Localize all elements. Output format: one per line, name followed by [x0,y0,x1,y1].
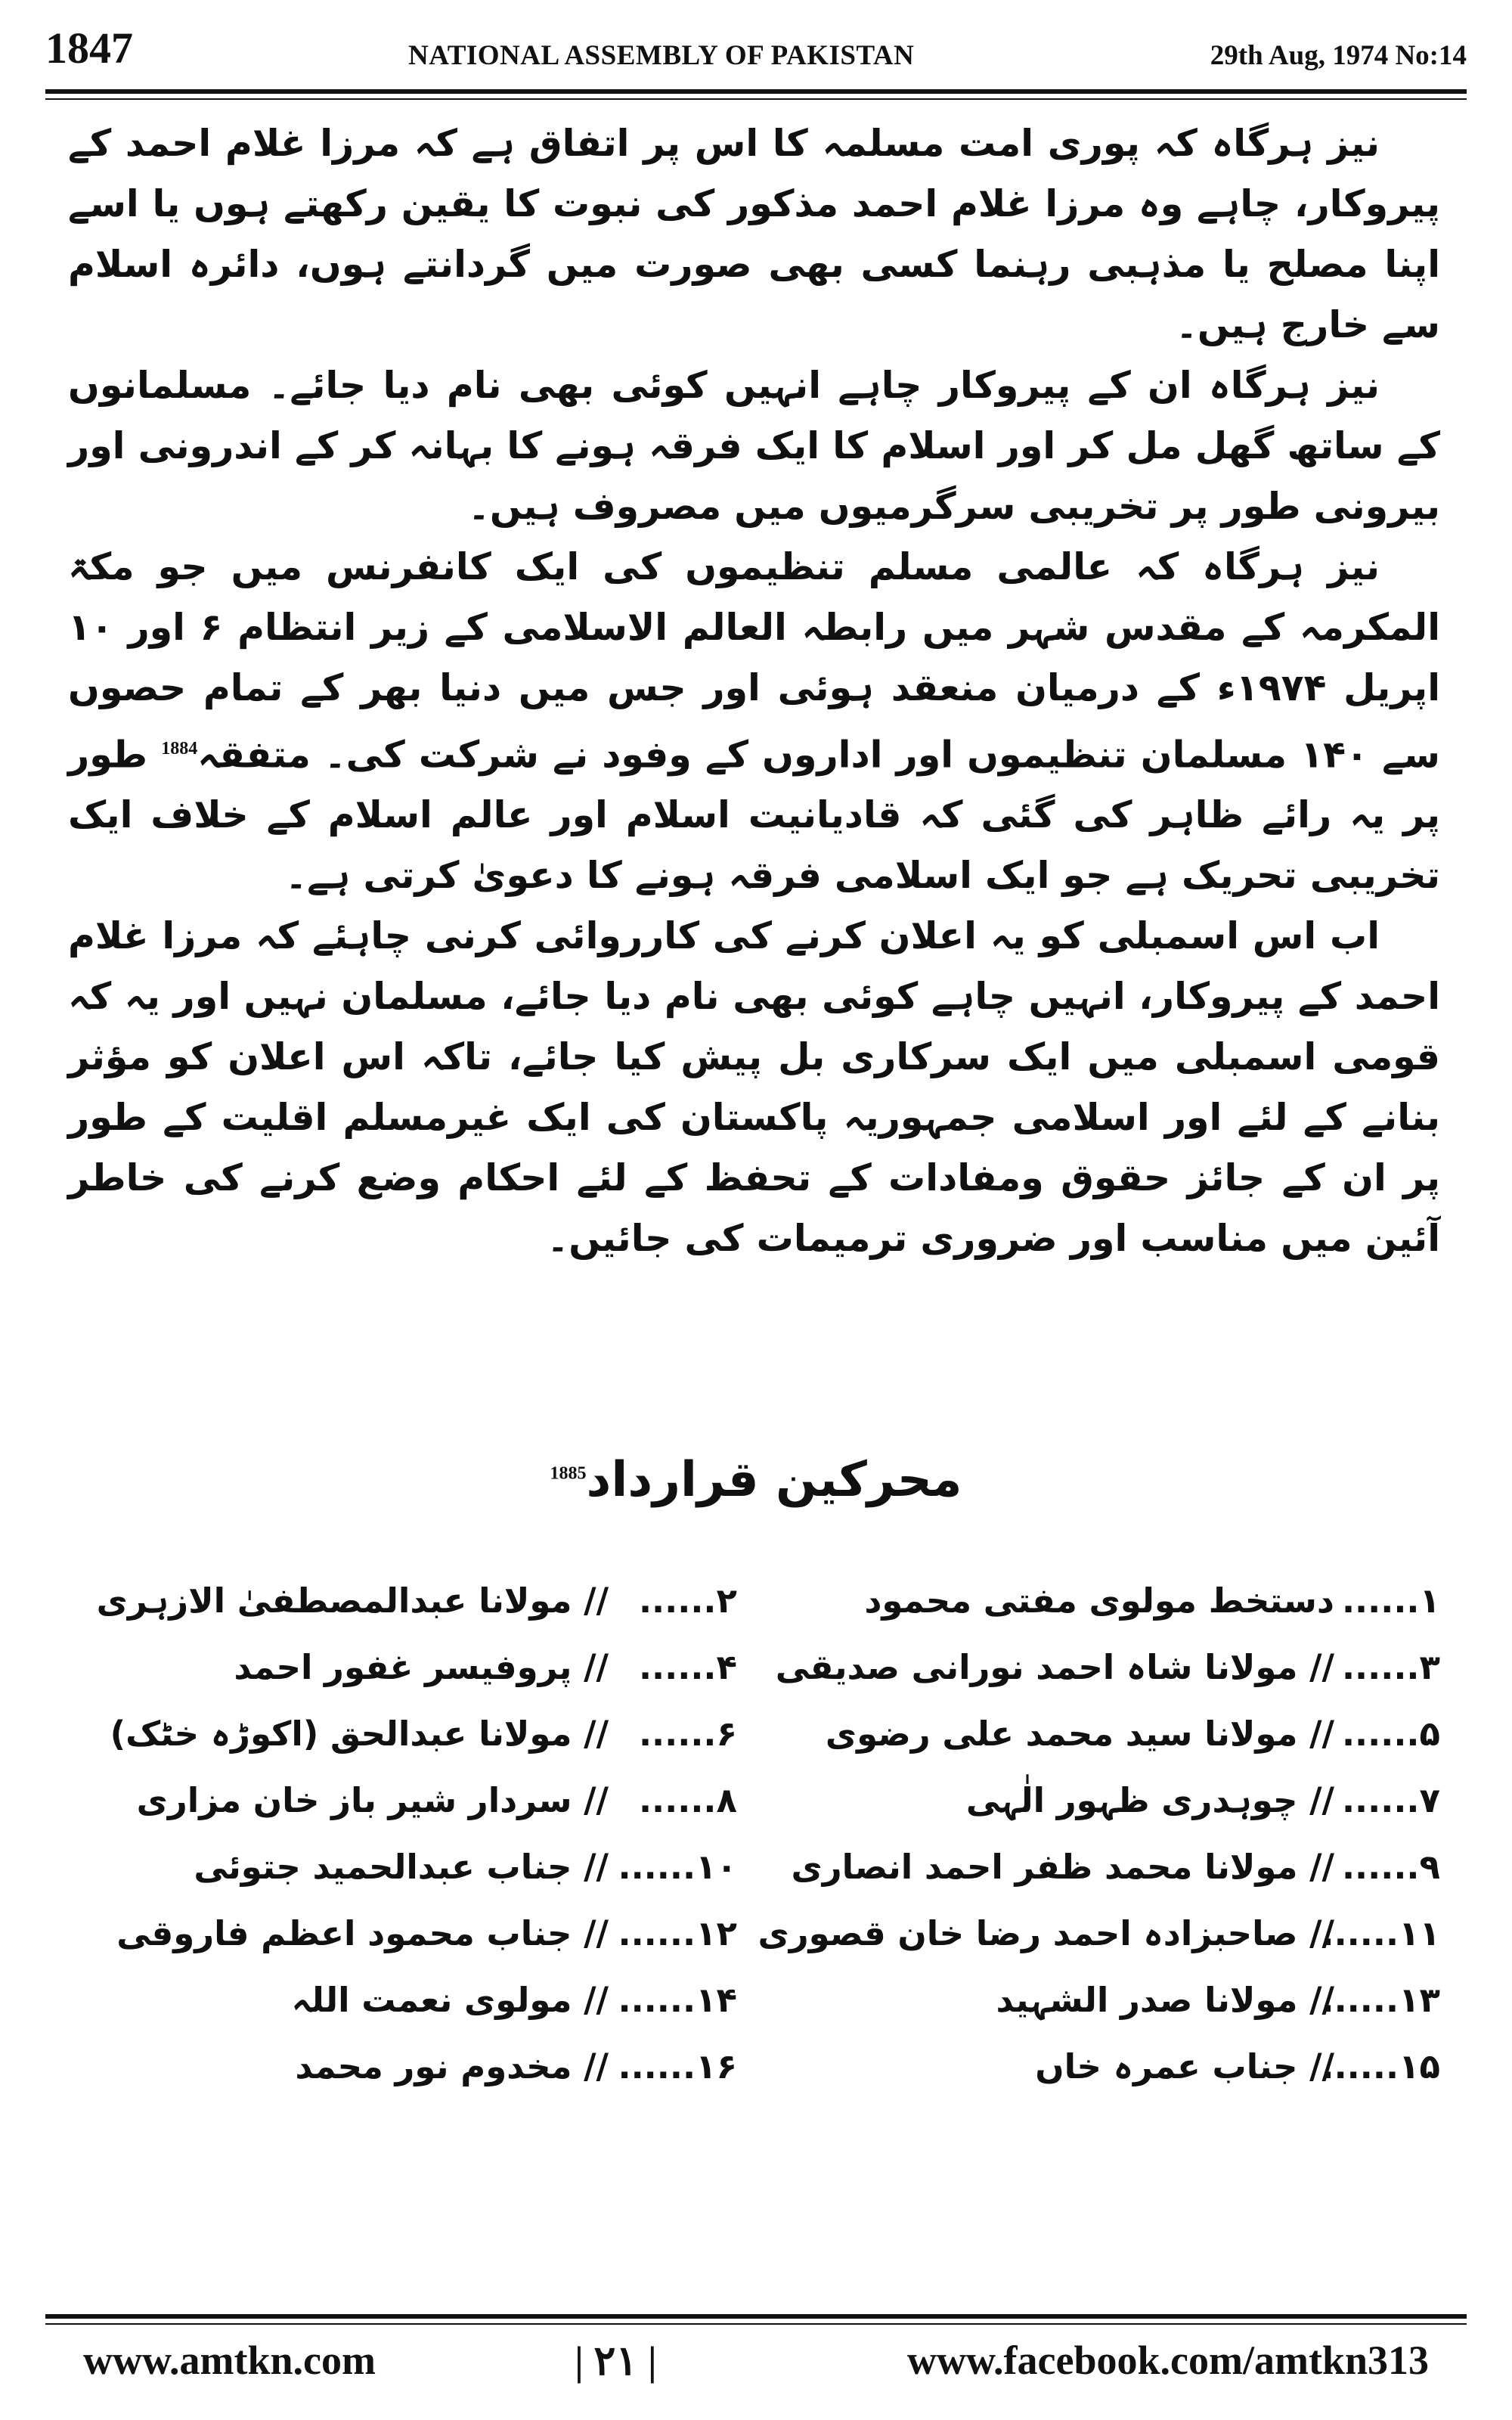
footer-website-link[interactable]: www.amtkn.com [83,2338,376,2383]
footer-page-number: | ۲۱ | [575,2338,657,2384]
signatory-name: // چوہدری ظہور الٰہی [965,1780,1334,1820]
signatory-row [60,1581,1440,1647]
page-footer [45,2337,1467,2397]
signatory-number: ۱۲...... [618,1913,737,1953]
signatory-number: ۱۶...... [618,2046,737,2086]
signatory-row [60,1980,1440,2046]
signatory-row [60,1714,1440,1780]
signatory-name: // مولوی نعمت اللہ [291,1980,609,2020]
signatory-name: // سردار شیر باز خان مزاری [136,1780,609,1820]
header-rule [45,89,1467,94]
signatory-name: // مولانا سید محمد علی رضوی [825,1714,1334,1754]
signatory-row [60,1913,1440,1980]
resolution-body [68,113,1440,1269]
signatory-name: // مولانا محمد ظفر احمد انصاری [791,1847,1334,1887]
signatory-number: ۲...... [638,1581,737,1621]
header-rule-thin [45,98,1467,100]
signatory-name: // پروفیسر غفور احمد [234,1647,609,1687]
signatory-row [60,1780,1440,1847]
signatory-name: // مولانا صدر الشہید [996,1980,1334,2020]
signatory-name: // مولانا شاہ احمد نورانی صدیقی [775,1647,1334,1687]
paragraph-2: نیز ہرگاہ ان کے پیروکار چاہے انہیں کوئی بھی نام دیا جائے۔ مسلمانوں کے ساتھ گھل مل کر اور اسلام کا ایک فرقہ ہونے کا بہانہ کر کے اندرونی اور بیرونی طور پر تخریبی سرگرمیوں میں مصروف ہیں۔ [68,364,1440,528]
page-header [45,23,1467,91]
signatory-name: // مخدوم نور محمد [295,2046,609,2086]
signatory-number: ۱۴...... [618,1980,737,2020]
section-heading [0,1452,1512,1508]
signatory-row [60,1647,1440,1714]
signatory-row [60,1847,1440,1913]
header-title: NATIONAL ASSEMBLY OF PAKISTAN [408,40,915,71]
paragraph-3 [68,537,1440,906]
signatory-number: ۳...... [1341,1647,1440,1687]
footer-rule-thin [45,2323,1467,2325]
footer-rule [45,2314,1467,2319]
paragraph-3-continued: طور پر یہ رائے ظاہر کی گئی کہ قادیانیت اسلام اور عالم اسلام کے خلاف ایک تخریبی تحریک ہے جو ایک اسلامی فرقہ ہونے کا دعویٰ کرتی ہے۔ [68,733,1440,898]
signatory-number: ۶...... [638,1714,737,1754]
signatory-name: // جناب عبدالحمید جتوئی [194,1847,609,1887]
signatory-number: ۵...... [1341,1714,1440,1754]
signatory-number: ۹...... [1341,1847,1440,1887]
footnote-marker-1884: 1884 [161,739,198,759]
signatory-name: // جناب عمرہ خاں [1035,2046,1334,2086]
signatory-name: // صاحبزادہ احمد رضا خان قصوری [758,1913,1334,1953]
signatories-list [60,1581,1440,2113]
signatory-row [60,2046,1440,2113]
signatory-number: ۱۵...... [1321,2046,1440,2086]
signatory-name: // جناب محمود اعظم فاروقی [116,1913,609,1953]
signatory-name: // مولانا عبدالمصطفیٰ الازہری [96,1581,609,1621]
signatory-number: ۷...... [1341,1780,1440,1820]
signatory-number: ۸...... [638,1780,737,1820]
paragraph-3-text: نیز ہرگاہ کہ عالمی مسلم تنظیموں کی ایک کانفرنس میں جو مکۃ المکرمہ کے مقدس شہر میں رابطہ العالم الاسلامی کے زیر انتظام ۶ اور ۱۰ اپریل ۱۹۷۴ء کے درمیان منعقد ہوئی اور جس میں دنیا بھر کے تمام حصوں سے ۱۴۰ مسلمان تنظیموں اور اداروں کے وفود نے شرکت کی۔ متفقہ [68,545,1440,777]
footnote-marker-1885: 1885 [550,1463,587,1484]
header-date: 29th Aug, 1974 No:14 [1210,40,1467,71]
heading-text: محرکین قرارداد [586,1452,962,1508]
signatory-number: ۱۳...... [1321,1980,1440,2020]
signatory-name: دستخط مولوی مفتی محمود [864,1581,1334,1621]
signatory-name: // مولانا عبدالحق (اکوڑہ خٹک) [110,1714,609,1754]
signatory-number: ۱۰...... [618,1847,737,1887]
footer-facebook-link[interactable]: www.facebook.com/amtkn313 [907,2338,1429,2383]
paragraph-1: نیز ہرگاہ کہ پوری امت مسلمہ کا اس پر اتفاق ہے کہ مرزا غلام احمد کے پیروکار، چاہے وہ مرزا غلام احمد مذکور کی نبوت کا یقین رکھتے ہوں یا اسے اپنا مصلح یا مذہبی رہنما کسی بھی صورت میں گردانتے ہوں، دائرہ اسلام سے خارج ہیں۔ [68,122,1440,346]
signatory-number: ۱۱...... [1321,1913,1440,1953]
signatory-number: ۱...... [1341,1581,1440,1621]
page-number: 1847 [45,23,133,73]
paragraph-4: اب اس اسمبلی کو یہ اعلان کرنے کی کارروائی کرنی چاہئے کہ مرزا غلام احمد کے پیروکار، انہیں چاہے کوئی بھی نام دیا جائے، مسلمان نہیں اور یہ کہ قومی اسمبلی میں ایک سرکاری بل پیش کیا جائے، تاکہ اس اعلان کو مؤثر بنانے کے لئے اور اسلامی جمہوریہ پاکستان کی ایک غیرمسلم اقلیت کے طور پر ان کے جائز حقوق ومفادات کے تحفظ کے لئے احکام وضع کرنے کی خاطر آئین میں مناسب اور ضروری ترمیمات کی جائیں۔ [68,914,1440,1261]
signatory-number: ۴...... [638,1647,737,1687]
